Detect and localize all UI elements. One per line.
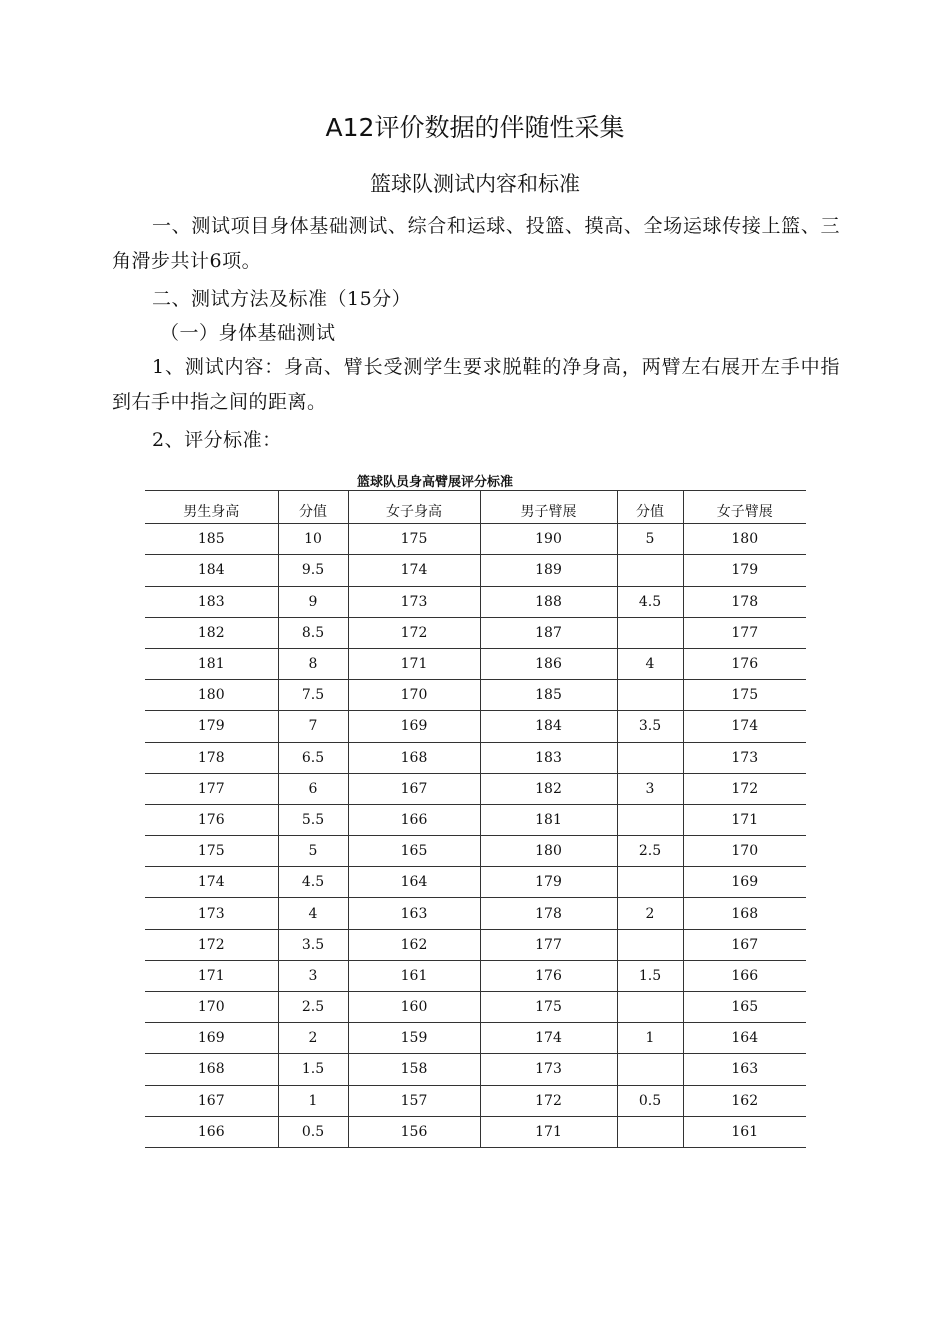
table-row xyxy=(145,773,806,804)
cell-armspan-score xyxy=(617,992,683,1023)
cell-female-armspan: 162 xyxy=(683,1085,806,1116)
cell-score: 9.5 xyxy=(278,555,348,586)
cell-score: 5 xyxy=(278,836,348,867)
cell-male-armspan: 177 xyxy=(480,929,617,960)
cell-armspan-score: 2.5 xyxy=(617,836,683,867)
cell-female-armspan: 176 xyxy=(683,648,806,679)
cell-male-armspan: 176 xyxy=(480,960,617,991)
cell-male-height: 181 xyxy=(145,648,278,679)
table-body xyxy=(145,524,806,1148)
cell-male-height: 174 xyxy=(145,867,278,898)
table-row xyxy=(145,1085,806,1116)
cell-female-height: 157 xyxy=(348,1085,480,1116)
paragraph-methods-heading: 二、测试方法及标准（15分） xyxy=(152,288,412,310)
table-row xyxy=(145,992,806,1023)
cell-male-armspan: 183 xyxy=(480,742,617,773)
cell-armspan-score xyxy=(617,742,683,773)
cell-male-height: 176 xyxy=(145,804,278,835)
cell-male-armspan: 182 xyxy=(480,773,617,804)
table-row xyxy=(145,960,806,991)
cell-male-height: 172 xyxy=(145,929,278,960)
table-row xyxy=(145,836,806,867)
cell-female-armspan: 177 xyxy=(683,617,806,648)
cell-male-height: 175 xyxy=(145,836,278,867)
cell-score: 7.5 xyxy=(278,680,348,711)
cell-female-armspan: 179 xyxy=(683,555,806,586)
cell-female-height: 173 xyxy=(348,586,480,617)
cell-female-height: 168 xyxy=(348,742,480,773)
cell-armspan-score xyxy=(617,867,683,898)
cell-armspan-score xyxy=(617,555,683,586)
cell-female-armspan: 175 xyxy=(683,680,806,711)
cell-armspan-score: 1 xyxy=(617,1023,683,1054)
cell-female-armspan: 173 xyxy=(683,742,806,773)
cell-score: 3 xyxy=(278,960,348,991)
cell-armspan-score xyxy=(617,804,683,835)
cell-armspan-score: 4 xyxy=(617,648,683,679)
cell-score: 9 xyxy=(278,586,348,617)
cell-male-height: 182 xyxy=(145,617,278,648)
cell-female-height: 167 xyxy=(348,773,480,804)
header-male-armspan: 男子臂展 xyxy=(480,491,617,524)
paragraph-test-content: 1、测试内容：身高、臂长受测学生要求脱鞋的净身高，两臂左右展开左手中指到右手中指之间的距离。 xyxy=(112,356,840,413)
cell-male-armspan: 171 xyxy=(480,1116,617,1147)
cell-female-armspan: 178 xyxy=(683,586,806,617)
table-header-row xyxy=(145,491,806,524)
cell-female-armspan: 171 xyxy=(683,804,806,835)
cell-male-armspan: 190 xyxy=(480,524,617,555)
table-row xyxy=(145,898,806,929)
cell-female-height: 159 xyxy=(348,1023,480,1054)
cell-score: 4.5 xyxy=(278,867,348,898)
cell-score: 8 xyxy=(278,648,348,679)
cell-female-armspan: 168 xyxy=(683,898,806,929)
cell-female-height: 160 xyxy=(348,992,480,1023)
cell-female-height: 162 xyxy=(348,929,480,960)
table-row xyxy=(145,711,806,742)
cell-female-height: 175 xyxy=(348,524,480,555)
cell-female-armspan: 180 xyxy=(683,524,806,555)
cell-male-armspan: 185 xyxy=(480,680,617,711)
table-row xyxy=(145,617,806,648)
cell-armspan-score: 0.5 xyxy=(617,1085,683,1116)
table-row xyxy=(145,680,806,711)
cell-armspan-score xyxy=(617,1054,683,1085)
cell-score: 8.5 xyxy=(278,617,348,648)
document-subtitle: 篮球队测试内容和标准 xyxy=(370,172,580,196)
cell-male-height: 177 xyxy=(145,773,278,804)
cell-score: 2 xyxy=(278,1023,348,1054)
cell-female-height: 174 xyxy=(348,555,480,586)
cell-armspan-score: 2 xyxy=(617,898,683,929)
paragraph-scoring-heading: 2、评分标准： xyxy=(152,429,282,451)
cell-score: 3.5 xyxy=(278,929,348,960)
cell-male-armspan: 187 xyxy=(480,617,617,648)
cell-female-height: 169 xyxy=(348,711,480,742)
cell-female-armspan: 170 xyxy=(683,836,806,867)
cell-male-height: 167 xyxy=(145,1085,278,1116)
cell-male-armspan: 173 xyxy=(480,1054,617,1085)
header-female-armspan: 女子臂展 xyxy=(683,491,806,524)
cell-male-armspan: 184 xyxy=(480,711,617,742)
cell-female-armspan: 164 xyxy=(683,1023,806,1054)
paragraph-basic-test-heading: （一）身体基础测试 xyxy=(160,322,336,344)
cell-female-height: 158 xyxy=(348,1054,480,1085)
table-row xyxy=(145,804,806,835)
cell-male-armspan: 188 xyxy=(480,586,617,617)
cell-female-height: 163 xyxy=(348,898,480,929)
cell-female-armspan: 165 xyxy=(683,992,806,1023)
cell-female-height: 161 xyxy=(348,960,480,991)
cell-female-height: 171 xyxy=(348,648,480,679)
cell-score: 7 xyxy=(278,711,348,742)
cell-male-height: 173 xyxy=(145,898,278,929)
table-row xyxy=(145,867,806,898)
header-score: 分值 xyxy=(278,491,348,524)
cell-score: 0.5 xyxy=(278,1116,348,1147)
document-title: A12评价数据的伴随性采集 xyxy=(325,113,625,142)
cell-male-height: 169 xyxy=(145,1023,278,1054)
table-row xyxy=(145,742,806,773)
header-female-height: 女子身高 xyxy=(348,491,480,524)
cell-female-height: 172 xyxy=(348,617,480,648)
cell-armspan-score: 3.5 xyxy=(617,711,683,742)
table-row xyxy=(145,555,806,586)
cell-male-armspan: 181 xyxy=(480,804,617,835)
cell-female-height: 166 xyxy=(348,804,480,835)
cell-female-armspan: 172 xyxy=(683,773,806,804)
cell-male-height: 180 xyxy=(145,680,278,711)
cell-female-height: 156 xyxy=(348,1116,480,1147)
cell-male-height: 166 xyxy=(145,1116,278,1147)
table-row xyxy=(145,1023,806,1054)
cell-armspan-score: 3 xyxy=(617,773,683,804)
cell-armspan-score xyxy=(617,617,683,648)
header-male-height: 男生身高 xyxy=(145,491,278,524)
cell-armspan-score: 1.5 xyxy=(617,960,683,991)
cell-score: 6 xyxy=(278,773,348,804)
cell-female-armspan: 174 xyxy=(683,711,806,742)
cell-male-height: 179 xyxy=(145,711,278,742)
cell-score: 4 xyxy=(278,898,348,929)
cell-score: 6.5 xyxy=(278,742,348,773)
table-row xyxy=(145,524,806,555)
cell-male-armspan: 178 xyxy=(480,898,617,929)
cell-armspan-score: 5 xyxy=(617,524,683,555)
header-armspan-score: 分值 xyxy=(617,491,683,524)
cell-male-height: 184 xyxy=(145,555,278,586)
table-row xyxy=(145,929,806,960)
cell-score: 10 xyxy=(278,524,348,555)
cell-female-height: 165 xyxy=(348,836,480,867)
cell-score: 5.5 xyxy=(278,804,348,835)
cell-female-armspan: 161 xyxy=(683,1116,806,1147)
cell-male-height: 168 xyxy=(145,1054,278,1085)
cell-male-armspan: 179 xyxy=(480,867,617,898)
cell-male-armspan: 186 xyxy=(480,648,617,679)
cell-female-armspan: 167 xyxy=(683,929,806,960)
cell-male-height: 178 xyxy=(145,742,278,773)
cell-female-height: 170 xyxy=(348,680,480,711)
cell-female-armspan: 169 xyxy=(683,867,806,898)
cell-male-height: 171 xyxy=(145,960,278,991)
cell-score: 2.5 xyxy=(278,992,348,1023)
table-row xyxy=(145,1116,806,1147)
cell-female-armspan: 166 xyxy=(683,960,806,991)
cell-female-armspan: 163 xyxy=(683,1054,806,1085)
cell-armspan-score xyxy=(617,929,683,960)
cell-male-height: 183 xyxy=(145,586,278,617)
paragraph-test-items: 一、测试项目身体基础测试、综合和运球、投篮、摸高、全场运球传接上篮、三角滑步共计6项。 xyxy=(112,215,840,272)
score-table xyxy=(145,490,806,1148)
cell-male-armspan: 180 xyxy=(480,836,617,867)
cell-male-height: 170 xyxy=(145,992,278,1023)
table-row xyxy=(145,1054,806,1085)
cell-male-armspan: 172 xyxy=(480,1085,617,1116)
cell-armspan-score xyxy=(617,680,683,711)
cell-score: 1 xyxy=(278,1085,348,1116)
table-row xyxy=(145,586,806,617)
cell-male-armspan: 174 xyxy=(480,1023,617,1054)
cell-armspan-score: 4.5 xyxy=(617,586,683,617)
table-caption: 篮球队员身高臂展评分标准 xyxy=(356,475,513,490)
cell-male-armspan: 189 xyxy=(480,555,617,586)
cell-armspan-score xyxy=(617,1116,683,1147)
cell-male-armspan: 175 xyxy=(480,992,617,1023)
cell-male-height: 185 xyxy=(145,524,278,555)
table-row xyxy=(145,648,806,679)
cell-score: 1.5 xyxy=(278,1054,348,1085)
cell-female-height: 164 xyxy=(348,867,480,898)
